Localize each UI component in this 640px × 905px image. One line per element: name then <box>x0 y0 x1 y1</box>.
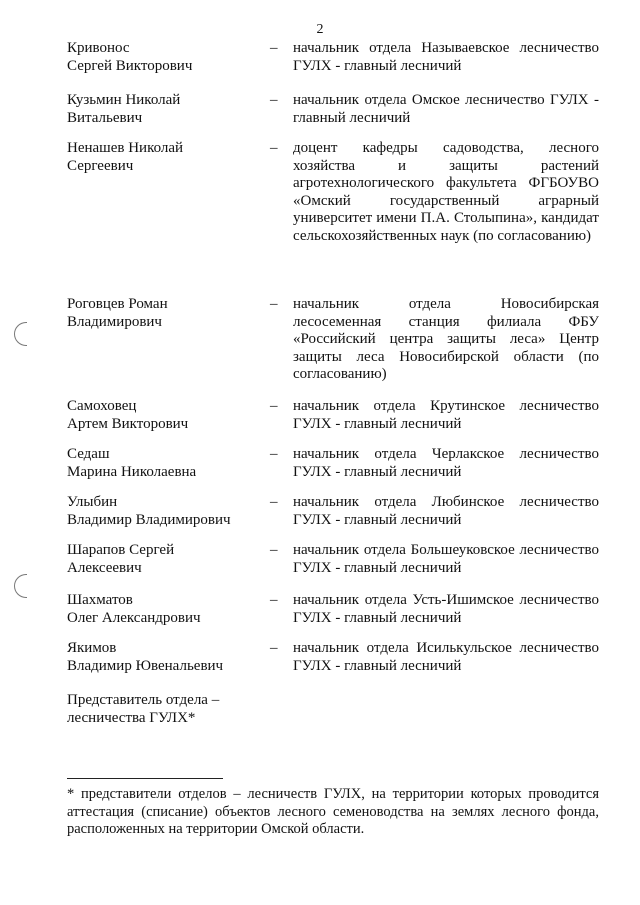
member-name <box>67 446 263 481</box>
member-row <box>67 296 599 382</box>
member-given-names: Алексеевич <box>67 559 142 576</box>
member-given-names: Олег Александрович <box>67 609 201 626</box>
dash: – <box>270 296 278 312</box>
member-row <box>67 92 599 127</box>
member-name <box>67 40 263 75</box>
member-name <box>67 494 263 529</box>
member-surname: Якимов <box>67 640 117 656</box>
member-given-names: Марина Николаевна <box>67 463 197 480</box>
member-given-names: Владимир Владимирович <box>67 511 231 528</box>
dash: – <box>270 640 278 656</box>
member-position: доцент кафедры садоводства, лесного хозяйства и защиты растений агротехнологического факультета ФГБОУВО «Омский государственный аграрный университет имени П.А. Столыпина», кандидат сельскохозяйственных наук (по согласованию) <box>293 140 599 244</box>
dash: – <box>270 494 278 510</box>
member-name <box>67 296 263 331</box>
dash: – <box>270 398 278 414</box>
member-given-names: Витальевич <box>67 109 143 126</box>
member-given-names: Владимирович <box>67 313 162 330</box>
member-position: начальник отдела Любинское лесничество ГУЛХ - главный лесничий <box>293 494 599 528</box>
member-position: начальник отдела Новосибирская лесосеменная станция филиала ФБУ «Российский центра защиты леса» Центр защиты леса Новосибирской области (по согласованию) <box>293 296 599 382</box>
member-name <box>67 398 263 433</box>
member-surname: Улыбин <box>67 494 118 510</box>
representative-line: Представитель отдела – <box>67 692 220 708</box>
member-position: начальник отдела Омское лесничество ГУЛХ - главный лесничий <box>293 92 599 126</box>
member-name <box>67 640 263 675</box>
member-position: начальник отдела Называевское лесничество ГУЛХ - главный лесничий <box>293 40 599 74</box>
member-row <box>67 140 599 244</box>
binder-hole-mark <box>14 322 27 346</box>
member-surname: Шарапов Сергей <box>67 542 175 558</box>
dash: – <box>270 40 278 56</box>
footnote: * представители отделов – лесничеств ГУЛХ, на территории которых проводится аттестация (списание) объектов лесного семеноводства на землях лесного фонда, расположенных на территории Омской области. <box>67 786 599 837</box>
representative-label <box>67 692 267 727</box>
dash: – <box>270 592 278 608</box>
member-row <box>67 446 599 481</box>
member-row <box>67 398 599 433</box>
member-given-names: Сергей Викторович <box>67 57 193 74</box>
member-position: начальник отдела Усть-Ишимское лесничество ГУЛХ - главный лесничий <box>293 592 599 626</box>
footnote-rule <box>67 778 223 779</box>
member-given-names: Сергеевич <box>67 157 134 174</box>
member-position: начальник отдела Крутинское лесничество ГУЛХ - главный лесничий <box>293 398 599 432</box>
binder-hole-mark <box>14 574 27 598</box>
member-position: начальник отдела Большеуковское лесничество ГУЛХ - главный лесничий <box>293 542 599 576</box>
member-row <box>67 640 599 675</box>
dash: – <box>270 542 278 558</box>
member-given-names: Владимир Ювенальевич <box>67 657 224 674</box>
member-name <box>67 542 263 577</box>
member-row <box>67 542 599 577</box>
member-surname: Шахматов <box>67 592 133 608</box>
representative-line: лесничества ГУЛХ* <box>67 709 196 726</box>
member-row <box>67 592 599 627</box>
member-surname: Самоховец <box>67 398 137 414</box>
member-row <box>67 40 599 75</box>
member-surname: Кривонос <box>67 40 130 56</box>
member-surname: Кузьмин Николай <box>67 92 181 108</box>
member-position: начальник отдела Исилькульское лесничество ГУЛХ - главный лесничий <box>293 640 599 674</box>
member-position: начальник отдела Черлакское лесничество ГУЛХ - главный лесничий <box>293 446 599 480</box>
dash: – <box>270 140 278 156</box>
member-surname: Ненашев Николай <box>67 140 184 156</box>
member-name <box>67 592 263 627</box>
dash: – <box>270 92 278 108</box>
member-surname: Роговцев Роман <box>67 296 168 312</box>
dash: – <box>270 446 278 462</box>
member-given-names: Артем Викторович <box>67 415 189 432</box>
member-row <box>67 494 599 529</box>
member-name <box>67 140 263 175</box>
page-number: 2 <box>316 22 324 37</box>
member-surname: Седаш <box>67 446 110 462</box>
member-name <box>67 92 263 127</box>
